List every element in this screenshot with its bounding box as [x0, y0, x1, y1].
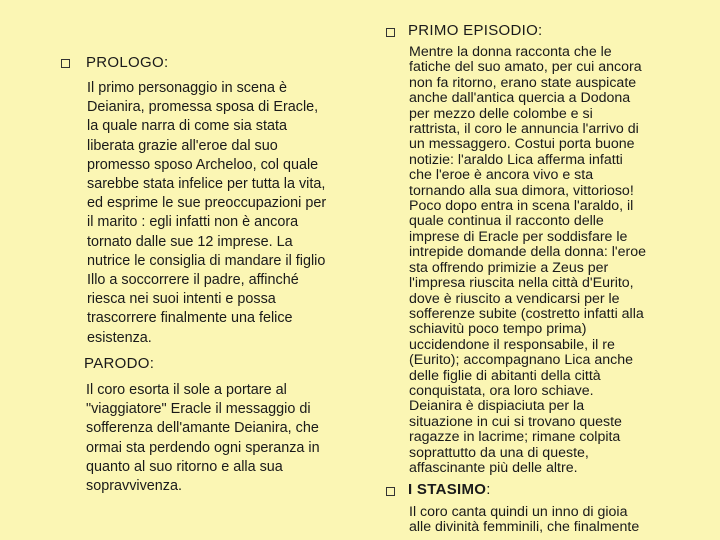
- stasimo-text: Il coro canta quindi un inno di gioia alle divinità femminili, che finalmente: [409, 504, 640, 536]
- parodo-text: Il coro esorta il sole a portare al "viaggiatore" Eracle il messaggio di sofferenza dell'amante Deianira, che ormai sta perdendo ogni speranza in quanto al suo ritorno e alla sua sopravvivenza.: [86, 382, 320, 495]
- prologo-heading: PROLOGO:: [86, 54, 169, 71]
- square-bullet-icon: [386, 28, 395, 37]
- stasimo-heading: [408, 481, 491, 498]
- square-bullet-icon: [386, 487, 395, 496]
- primo-episodio-heading: PRIMO EPISODIO:: [408, 22, 543, 39]
- prologo-text: Il primo personaggio in scena è Deianira, promessa sposa di Eracle, la quale narra di come sia stata liberata grazie all'eroe dal suo promesso sposo Archeloo, col quale sarebbe stata infelice per tutta la vita, ed esprime le sue preoccupazioni per il marito : egli infatti non è ancora tornato dalle sue 12 imprese. La nutrice le consiglia di mandare il figlio Illo a soccorrere il padre, affinché riesca nei suoi intenti e possa trascorrere finalmente una felice esistenza.: [87, 80, 327, 346]
- stasimo-heading-colon: :: [486, 481, 491, 498]
- stasimo-heading-label: I STASIMO: [408, 481, 487, 498]
- primo-episodio-text: Mentre la donna racconta che le fatiche del suo amato, per cui ancora non fa ritorno, erano state auspicate anche dall'antica quercia a Dodona per mezzo delle colombe e si rattrista, il coro le annuncia l'arrivo di un messaggero. Costui porta buone notizie: l'araldo Lica afferma infatti che l'eroe è ancora vivo e sta tornando alla sua dimora, vittorioso! Poco dopo entra in scena l'araldo, il quale continua il racconto delle imprese di Eracle per soddisfare le intrepide domande della donna: l'eroe sta offrendo primizie a Zeus per l'impresa riuscita nella città d'Eurito, dove è riuscito a vendicarsi per le sofferenze subite (costretto infatti alla schiavitù poco tempo prima) uccidendone il responsabile, il re (Eurito); accompagnano Lica anche delle figlie di abitanti della città conquistata, ora loro schiave. Deianira è dispiaciuta per la situazione in cui si trovano queste ragazze in lacrime; rimane colpita soprattutto da una di queste, affascinante più delle altre.: [409, 44, 646, 476]
- square-bullet-icon: [61, 59, 70, 68]
- parodo-heading: PARODO:: [84, 355, 155, 372]
